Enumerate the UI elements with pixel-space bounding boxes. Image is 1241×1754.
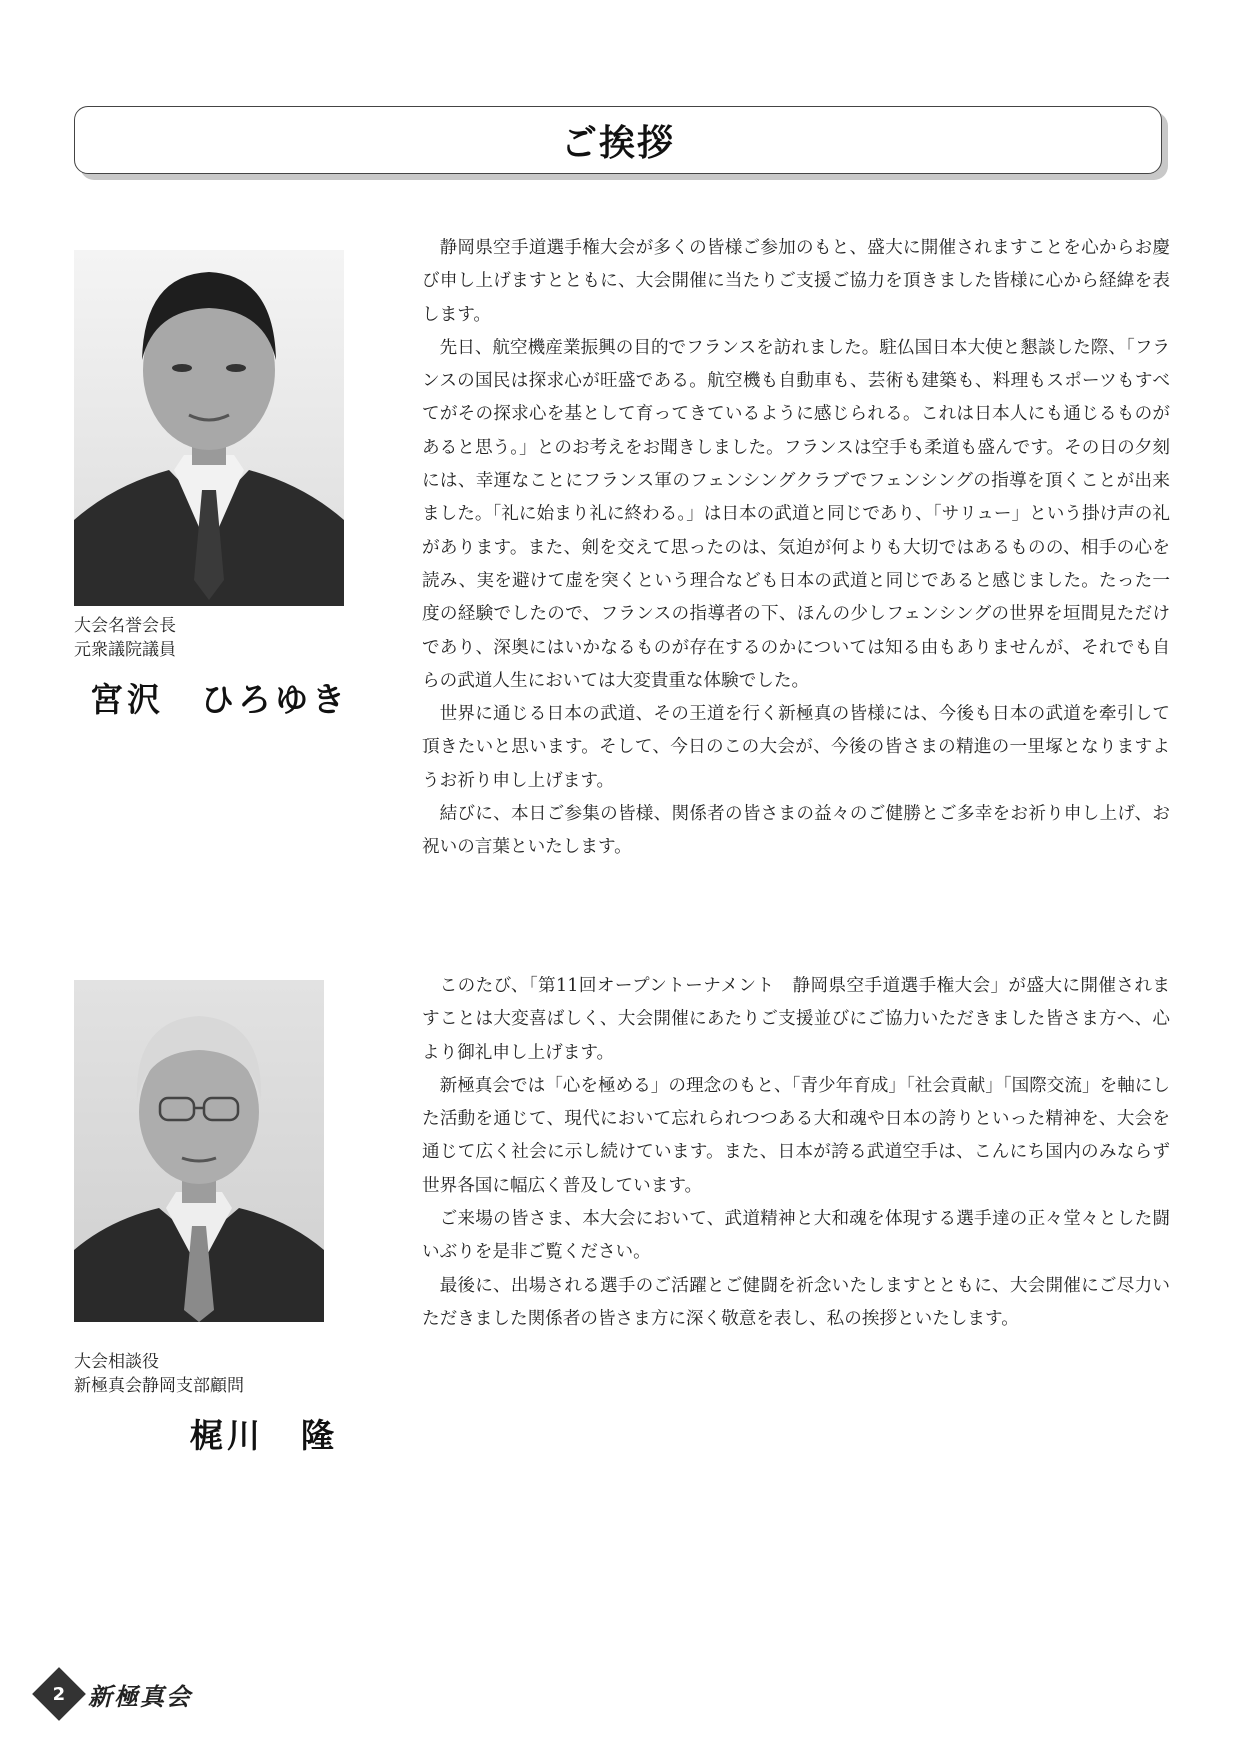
title-banner: [74, 106, 1162, 174]
portrait-2-image: [74, 980, 324, 1322]
paragraph: このたび、「第11回オープントーナメント 静岡県空手道選手権大会」が盛大に開催されますことは大変喜ばしく、大会開催にあたりご支援並びにご協力いただきました皆さま方へ、心より御礼申し上げます。: [422, 976, 1170, 1063]
portrait-photo-2: [74, 980, 324, 1322]
paragraph: 結びに、本日ご参集の皆様、関係者の皆さまの益々のご健勝とご多幸をお祈り申し上げ、お祝いの言葉といたします。: [422, 804, 1170, 858]
greeting-message-1: [422, 232, 1170, 865]
signatory-name-2: 梶川 隆: [190, 1416, 338, 1455]
role-block-1: [74, 614, 176, 662]
page-footer: [40, 1675, 192, 1713]
paragraph: 先日、航空機産業振興の目的でフランスを訪れました。駐仏国日本大使と懇談した際、「フランスの国民は探求心が旺盛である。航空機も自動車も、芸術も建築も、料理もスポーツもすべてがその探求心を基として育ってきているように感じられる。これは日本人にも通じるものがあると思う。」とのお考えをお聞きしました。フランスは空手も柔道も盛んです。その日の夕刻には、幸運なことにフランス軍のフェンシングクラブでフェンシングの指導を頂くことが出来ました。「礼に始まり礼に終わる。」は日本の武道と同じであり、「サリュー」という掛け声の礼があります。また、剣を交えて思ったのは、気迫が何よりも大切ではあるものの、相手の心を読み、実を避けて虚を突くという理合なども日本の武道と同じであると感じました。たった一度の経験でしたので、フランスの指導者の下、ほんの少しフェンシングの世界を垣間見ただけであり、深奥にはいかなるものが存在するのかについては知る由もありませんが、それでも自らの武道人生においては大変貴重な体験でした。: [422, 337, 1170, 691]
role-title: 新極真会静岡支部顧問: [74, 1376, 244, 1396]
organization-logo: 新極真会: [88, 1681, 192, 1711]
role-block-2: [74, 1350, 244, 1398]
portrait-1-image: [74, 250, 344, 606]
portrait-photo-1: [74, 250, 344, 606]
greeting-message-2: [422, 970, 1170, 1336]
paragraph: 静岡県空手道選手権大会が多くの皆様ご参加のもと、盛大に開催されますことを心からお慶び申し上げますとともに、大会開催に当たりご支援ご協力を頂きました皆様に心から経緯を表します。: [422, 238, 1170, 325]
page-number-badge: [32, 1667, 86, 1721]
paragraph: ご来場の皆さま、本大会において、武道精神と大和魂を体現する選手達の正々堂々とした闘いぶりを是非ご覧ください。: [422, 1209, 1170, 1263]
paragraph: 最後に、出場される選手のご活躍とご健闘を祈念いたしますとともに、大会開催にご尽力いただきました関係者の皆さま方に深く敬意を表し、私の挨拶といたします。: [422, 1275, 1170, 1329]
paragraph: 新極真会では「心を極める」の理念のもと、「青少年育成」「社会貢献」「国際交流」を軸にした活動を通じて、現代において忘れられつつある大和魂や日本の誇りといった精神を、大会を通じて広く社会に示し続けています。また、日本が誇る武道空手は、こんにち国内のみならず世界各国に幅広く普及しています。: [422, 1075, 1170, 1196]
paragraph: 世界に通じる日本の武道、その王道を行く新極真の皆様には、今後も日本の武道を牽引して頂きたいと思います。そして、今日のこの大会が、今後の皆さまの精進の一里塚となりますようお祈り申し上げます。: [422, 704, 1170, 791]
page-title: ご挨拶: [560, 122, 675, 164]
role-title: 大会名誉会長: [74, 616, 176, 636]
signatory-name-1: 宮沢 ひろゆき: [90, 680, 349, 719]
page-number: 2: [52, 1683, 66, 1705]
role-title: 元衆議院議員: [74, 640, 176, 660]
role-title: 大会相談役: [74, 1352, 159, 1372]
